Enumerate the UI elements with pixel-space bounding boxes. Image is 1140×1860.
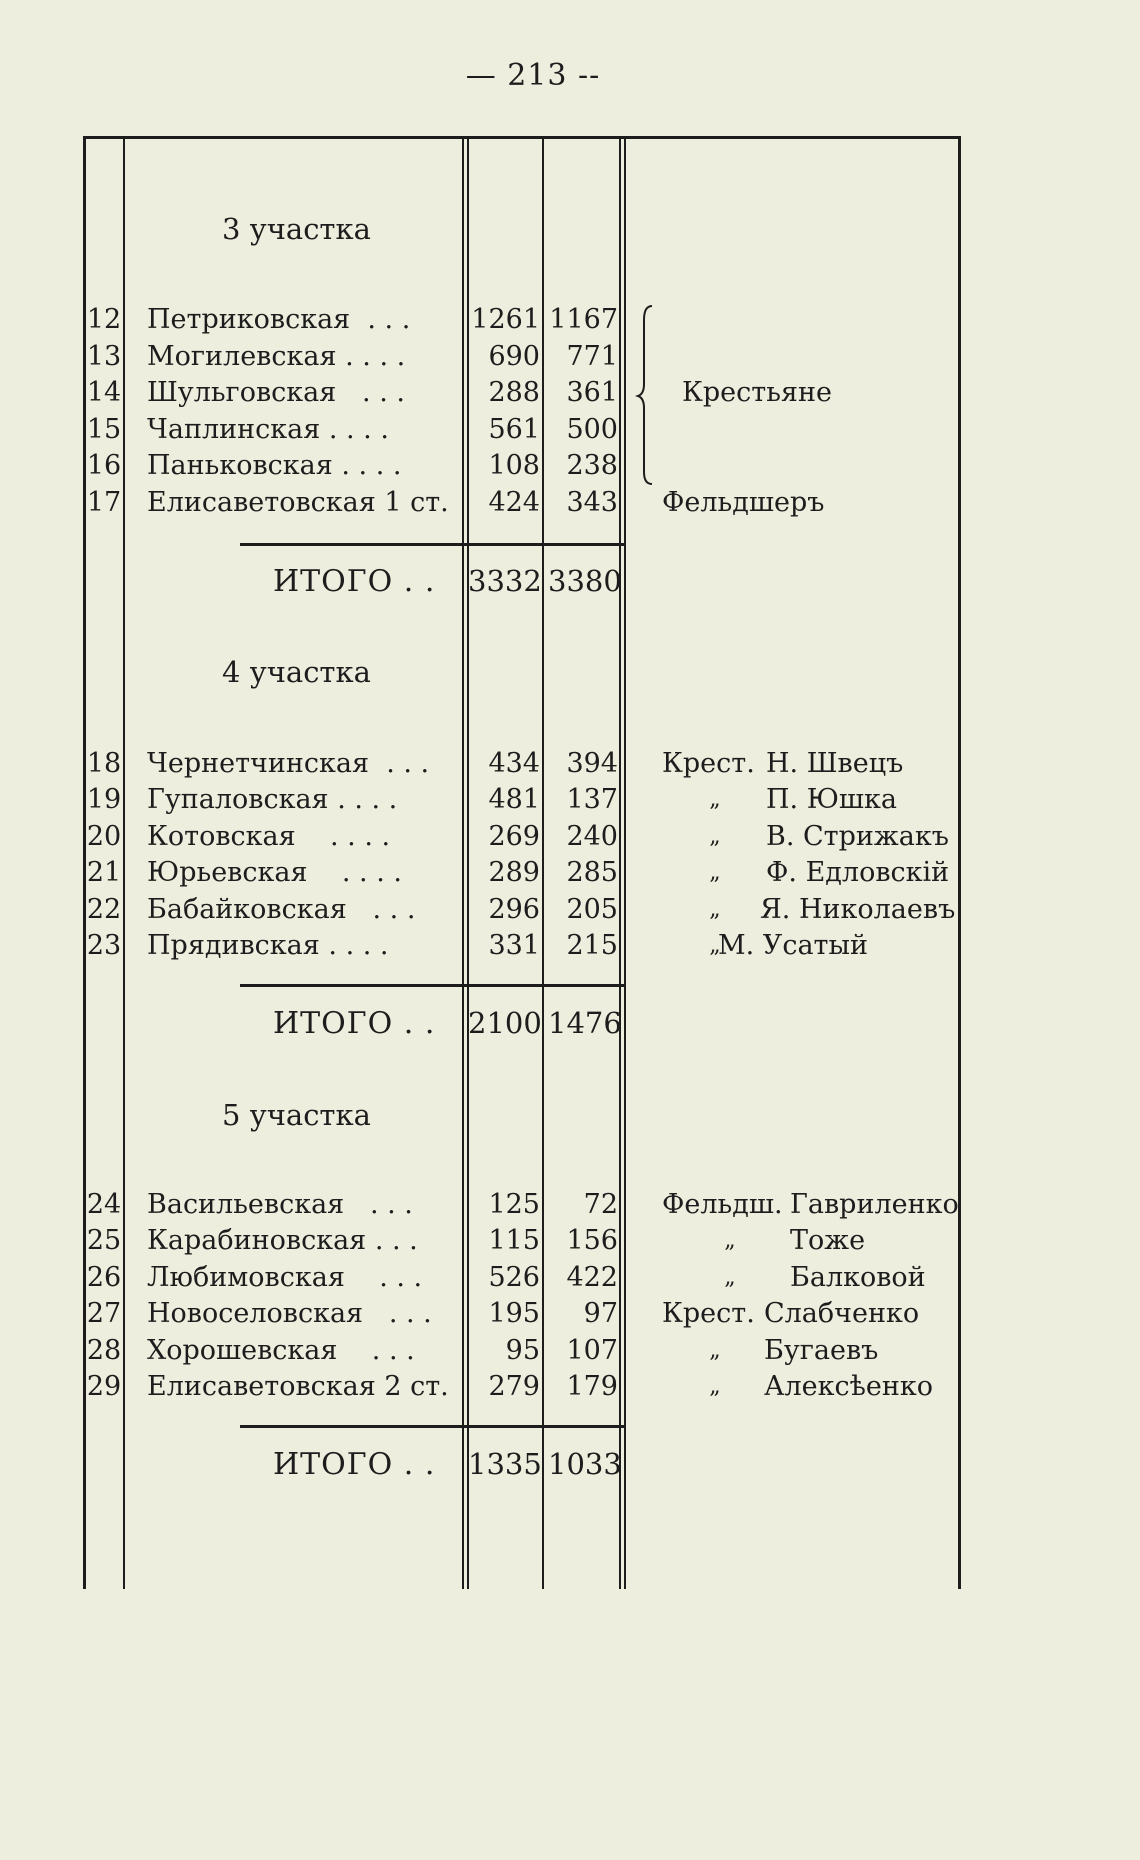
row-name: Могилевская . . . . [147, 341, 406, 372]
row-value-1: 481 [488, 784, 540, 815]
row-note: Н. Швецъ [766, 748, 904, 779]
row-name: Гупаловская . . . . [147, 784, 398, 815]
table-row [0, 375, 1140, 411]
row-value-2: 1167 [549, 304, 618, 335]
row-name: Паньковская . . . . [147, 450, 402, 481]
row-name: Любимовская . . . [147, 1262, 423, 1293]
row-number: 25 [86, 1225, 122, 1256]
total-value-1: 3332 [468, 564, 542, 598]
row-note-prefix: Крест. [662, 748, 755, 779]
row-name: Юрьевская . . . . [147, 857, 402, 888]
row-value-2: 422 [566, 1262, 618, 1293]
row-value-1: 108 [488, 450, 540, 481]
row-note: Алексѣенко [764, 1371, 933, 1402]
row-note-prefix: Фельдш. [662, 1189, 783, 1220]
row-number: 24 [86, 1189, 122, 1220]
row-note: Я. Николаевъ [760, 894, 956, 925]
ditto-mark: „ [724, 1265, 736, 1290]
table-row [0, 819, 1140, 855]
table-row [0, 782, 1140, 818]
row-number: 14 [86, 377, 122, 408]
row-note: В. Стрижакъ [766, 821, 949, 852]
row-name: Елисаветовская 2 ст. [147, 1371, 449, 1402]
row-value-1: 289 [488, 857, 540, 888]
ditto-mark: „ [709, 1374, 721, 1399]
row-name: Чаплинская . . . . [147, 414, 389, 445]
table-row [0, 1223, 1140, 1259]
brace-note: Крестьяне [682, 377, 832, 408]
ditto-mark: „ [709, 897, 721, 922]
row-value-2: 343 [566, 487, 618, 518]
row-note: Ф. Едловскій [766, 857, 950, 888]
row-value-2: 179 [566, 1371, 618, 1402]
row-number: 17 [86, 487, 122, 518]
row-value-1: 95 [505, 1335, 540, 1366]
row-value-2: 394 [566, 748, 618, 779]
row-value-2: 285 [566, 857, 618, 888]
row-value-2: 72 [583, 1189, 618, 1220]
row-name: Прядивская . . . . [147, 930, 389, 961]
total-value-2: 1476 [548, 1006, 622, 1040]
brace-icon [634, 304, 658, 486]
row-number: 16 [86, 450, 122, 481]
row-number: 29 [86, 1371, 122, 1402]
row-value-1: 125 [488, 1189, 540, 1220]
row-number: 15 [86, 414, 122, 445]
ditto-mark: „ [709, 787, 721, 812]
page-number: — 213 -- [465, 58, 601, 93]
total-label: ИТОГО . . [273, 1006, 436, 1041]
row-note-prefix: Крест. [662, 1298, 755, 1329]
row-value-1: 526 [488, 1262, 540, 1293]
section-heading-3: 3 участка [222, 212, 371, 246]
row-name: Бабайковская . . . [147, 894, 416, 925]
row-value-1: 115 [488, 1225, 540, 1256]
row-value-1: 1261 [471, 304, 540, 335]
table-row [0, 855, 1140, 891]
row-value-1: 434 [488, 748, 540, 779]
row-value-2: 240 [566, 821, 618, 852]
row-note: Слабченко [764, 1298, 920, 1329]
ditto-mark: „ [709, 1338, 721, 1363]
table-row [0, 1187, 1140, 1223]
total-rule-b [545, 1425, 624, 1428]
row-name: Новоселовская . . . [147, 1298, 432, 1329]
row-number: 26 [86, 1262, 122, 1293]
row-value-2: 107 [566, 1335, 618, 1366]
row-value-1: 690 [488, 341, 540, 372]
row-number: 13 [86, 341, 122, 372]
row-value-2: 97 [583, 1298, 618, 1329]
ditto-mark: „ [724, 1228, 736, 1253]
table-top-rule [83, 136, 961, 139]
row-value-1: 269 [488, 821, 540, 852]
total-value-2: 3380 [548, 564, 622, 598]
row-name: Васильевская . . . [147, 1189, 413, 1220]
row-value-1: 561 [488, 414, 540, 445]
row-name: Карабиновская . . . [147, 1225, 418, 1256]
row-name: Петриковская . . . [147, 304, 411, 335]
ditto-mark: „ [709, 824, 721, 849]
row-number: 20 [86, 821, 122, 852]
row-value-1: 288 [488, 377, 540, 408]
ditto-mark: „ [709, 860, 721, 885]
row-note: Балковой [790, 1262, 926, 1293]
row-value-2: 137 [566, 784, 618, 815]
row-value-1: 195 [488, 1298, 540, 1329]
table-row [0, 1333, 1140, 1369]
section-heading-4: 4 участка [222, 655, 371, 689]
total-value-2: 1033 [548, 1447, 622, 1481]
table-row [0, 1260, 1140, 1296]
table-row [0, 485, 1140, 521]
row-value-2: 771 [566, 341, 618, 372]
row-number: 18 [86, 748, 122, 779]
row-name: Шульговская . . . [147, 377, 405, 408]
row-number: 22 [86, 894, 122, 925]
table-row [0, 302, 1140, 338]
row-value-1: 424 [488, 487, 540, 518]
total-label: ИТОГО . . [273, 564, 436, 599]
row-value-2: 205 [566, 894, 618, 925]
row-value-1: 331 [488, 930, 540, 961]
total-rule-b [545, 543, 624, 546]
row-name: Хорошевская . . . [147, 1335, 415, 1366]
total-value-1: 1335 [468, 1447, 542, 1481]
row-number: 19 [86, 784, 122, 815]
row-value-2: 156 [566, 1225, 618, 1256]
table-row [0, 1369, 1140, 1405]
total-label: ИТОГО . . [273, 1447, 436, 1482]
ditto-mark: „ [709, 933, 721, 958]
row-name: Елисаветовская 1 ст. [147, 487, 449, 518]
row-value-2: 215 [566, 930, 618, 961]
section-heading-5: 5 участка [222, 1098, 371, 1132]
row-number: 28 [86, 1335, 122, 1366]
table-row [0, 448, 1140, 484]
row-number: 23 [86, 930, 122, 961]
row-value-2: 361 [566, 377, 618, 408]
table-row [0, 892, 1140, 928]
table-row [0, 1296, 1140, 1332]
total-value-1: 2100 [468, 1006, 542, 1040]
row-note: Гавриленко [790, 1189, 959, 1220]
table-row [0, 746, 1140, 782]
row-note: М. Усатый [718, 930, 868, 961]
total-rule-b [545, 984, 624, 987]
row-number: 21 [86, 857, 122, 888]
table-row [0, 339, 1140, 375]
row-note: Фельдшеръ [662, 487, 825, 518]
row-number: 12 [86, 304, 122, 335]
row-name: Чернетчинская . . . [147, 748, 430, 779]
row-value-2: 500 [566, 414, 618, 445]
row-note: Бугаевъ [764, 1335, 879, 1366]
row-value-2: 238 [566, 450, 618, 481]
row-note: Тоже [790, 1225, 866, 1256]
row-number: 27 [86, 1298, 122, 1329]
table-row [0, 928, 1140, 964]
row-note: П. Юшка [766, 784, 898, 815]
row-value-1: 296 [488, 894, 540, 925]
row-name: Котовская . . . . [147, 821, 391, 852]
row-value-1: 279 [488, 1371, 540, 1402]
table-row [0, 412, 1140, 448]
